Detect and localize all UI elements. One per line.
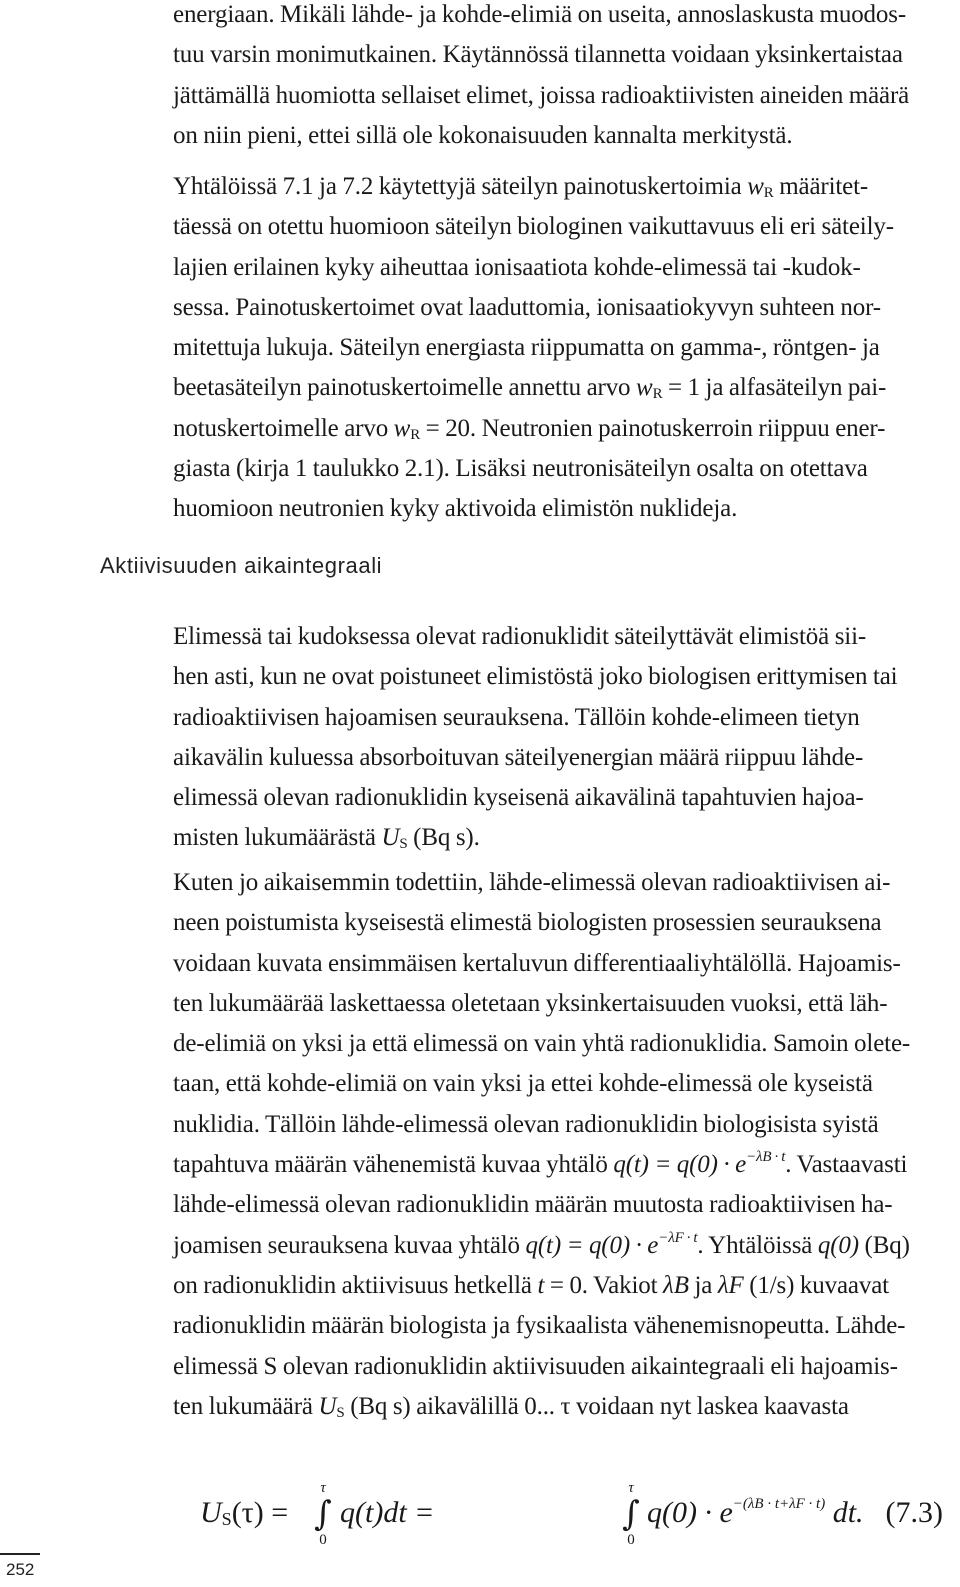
text-line: aikavälin kuluessa absorboituvan säteilyenergian määrä riippuu lähde- (173, 743, 864, 771)
paragraph-weighting-factors (173, 167, 943, 530)
text-line: taan, että kohde-elimiä on vain yksi ja ettei kohde-elimessä ole kyseistä (173, 1070, 873, 1098)
text-line: elimessä S olevan radionuklidin aktiivisuuden aikaintegraali eli hajoamis- (173, 1352, 898, 1380)
text-line: lajien erilainen kyky aiheuttaa ionisaatiota kohde-elimessä tai -kudok- (173, 253, 861, 281)
paragraph-radionuclides (173, 617, 943, 859)
integral-lower-limit: 0 (319, 1532, 327, 1548)
text-line: radioaktiivisen hajoamisen seurauksena. Tällöin kohde-elimeen tietyn (173, 703, 860, 731)
text-line: tuu varsin monimutkainen. Käytännössä tilannetta voidaan yksinkertaistaa (173, 41, 903, 69)
text-line: giasta (kirja 1 taulukko 2.1). Lisäksi neutronisäteilyn osalta on otettava (173, 455, 868, 483)
text-line: voidaan kuvata ensimmäisen kertaluvun differentiaaliyhtälöllä. Hajoamis- (173, 949, 901, 977)
integral-sign: τ ∫ 0 (314, 1480, 332, 1548)
text-line: joamisen seurauksena kuvaa yhtälö $q(t) = q(0) \cdot e^{-\lambda F \cdot t}$. Yhtälöissä q(0) (Bq) (173, 1229, 910, 1259)
text-line: on radionuklidin aktiivisuus hetkellä t = 0. Vakiot λB ja λF (1/s) kuvaavat (173, 1271, 889, 1299)
text-line: on niin pieni, ettei sillä ole kokonaisuuden kannalta merkitystä. (173, 121, 793, 149)
text-line: täessä on otettu huomioon säteilyn biologinen vaikuttavuus eli eri säteily- (173, 213, 894, 241)
text-line: notuskertoimelle arvo $w_R = 20$. Neutronien painotuskerroin riippuu ener- (173, 414, 886, 443)
equation-number: (7.3) (885, 1496, 943, 1529)
text-line: misten lukumäärästä $U_S$ (Bq s). (173, 824, 480, 853)
text-line: lähde-elimessä olevan radionuklidin määrän muutosta radioaktiivisen ha- (173, 1191, 893, 1219)
text-line: elimessä olevan radionuklidin kyseisenä aikavälinä tapahtuvien hajoa- (173, 784, 864, 812)
text-line: sessa. Painotuskertoimet ovat laaduttomia, ionisaatiokyvyn suhteen nor- (173, 293, 881, 321)
equation-rhs: $q(0) \cdot e^{-(\lambda B \cdot t+\lambda F \cdot t)}$ dt. (647, 1496, 864, 1529)
integral-lower-limit: 0 (627, 1532, 635, 1548)
inline-equation: q(t) = q(0) · e (525, 1231, 659, 1259)
equation-middle: q(t)dt = (340, 1496, 435, 1529)
text-line: radionuklidin määrän biologista ja fysikaalista vähenemisnopeutta. Lähde- (173, 1312, 906, 1340)
text-line: de-elimiä on yksi ja että elimessä on vain yhtä radionuklidia. Samoin olete- (173, 1030, 911, 1058)
text-line: jättämällä huomiotta sellaiset elimet, joissa radioaktiivisten aineiden määrä (173, 81, 910, 109)
text-line: neen poistumista kyseisestä elimestä biologisten prosessien seurauksena (173, 909, 882, 937)
text-line: nuklidia. Tällöin lähde-elimessä olevan radionuklidin biologisista syistä (173, 1110, 879, 1138)
text-line: ten lukumäärää laskettaessa oletetaan yksinkertaisuuden vuoksi, että läh- (173, 989, 888, 1017)
text-line: mitettuja lukuja. Säteilyn energiasta riippumatta on gamma-, röntgen- ja (173, 334, 880, 362)
page-number: 252 (0, 1553, 40, 1587)
text-line: Elimessä tai kudoksessa olevat radionuklidit säteilyttävät elimistöä sii- (173, 623, 867, 650)
text-line: beetasäteilyn painotuskertoimelle annettu arvo $w_R = 1$ ja alfasäteilyn pai- (173, 374, 887, 403)
text-line: Yhtälöissä 7.1 ja 7.2 käytettyjä säteilyn painotuskertoimia $w_R$ määritet- (173, 173, 869, 201)
integral-upper-limit: τ (320, 1480, 326, 1496)
text-line: huomioon neutronien kyky aktivoida elimistön nuklideja. (173, 495, 738, 523)
integral-upper-limit: τ (628, 1480, 634, 1496)
text-line: ten lukumäärä $U_S$ (Bq s) aikavälillä 0... τ voidaan nyt laskea kaavasta (173, 1392, 849, 1421)
text-line: Kuten jo aikaisemmin todettiin, lähde-elimessä olevan radioaktiivisen ai- (173, 869, 891, 896)
paragraph-decay-model (173, 863, 943, 1427)
integral-sign: τ ∫ 0 (622, 1480, 640, 1548)
text-line: hen asti, kun ne ovat poistuneet elimistöstä joko biologisen erittymisen tai (173, 663, 898, 691)
text-line: tapahtuva määrän vähenemistä kuvaa yhtälö $q(t) = q(0) \cdot e^{-\lambda B \cdot t}$. Vastaavasti (173, 1149, 908, 1179)
text-line: energiaan. Mikäli lähde- ja kohde-elimiä on useita, annoslaskusta muodos- (173, 1, 906, 28)
inline-equation: q(t) = q(0) · e (613, 1151, 747, 1179)
equation-lhs: $U_S(\tau)$ = (200, 1496, 289, 1529)
paragraph-intro (173, 0, 943, 156)
display-equation-7-3 (200, 1480, 943, 1560)
section-heading: Aktiivisuuden aikaintegraali (100, 553, 383, 578)
